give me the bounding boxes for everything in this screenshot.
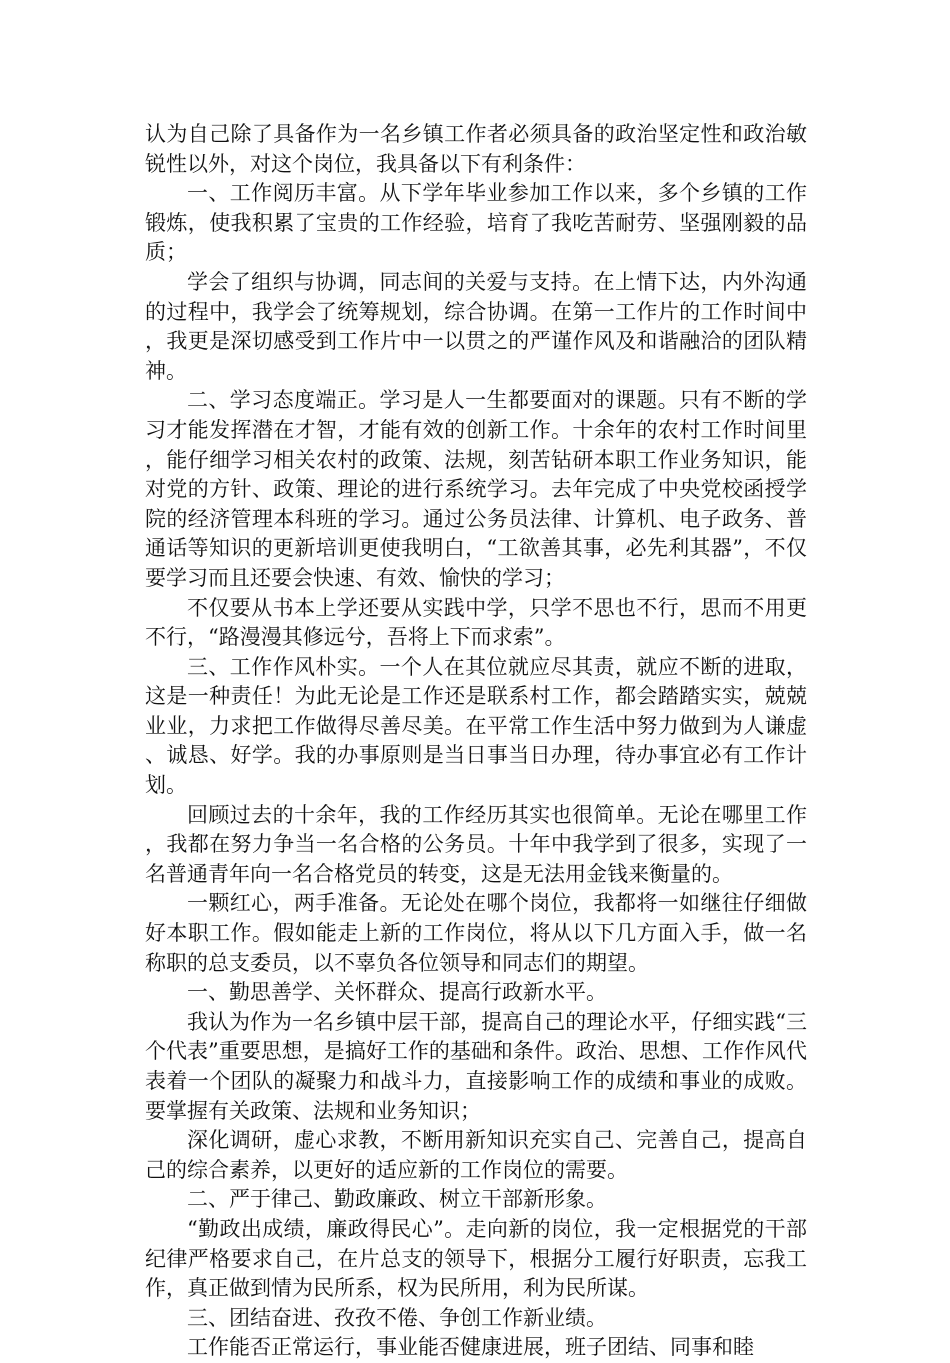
paragraph-8: 一颗红心，两手准备。无论处在哪个岗位，我都将一如继往仔细做好本职工作。假如能走上新的工作岗位，将从以下几方面入手，做一名称职的总支委员，以不辜负各位领导和同志们的期望。 bbox=[145, 891, 807, 975]
paragraph-14: 三、团结奋进、孜孜不倦、争创工作新业绩。 bbox=[187, 1305, 607, 1330]
paragraph-13: “勤政出成绩，廉政得民心”。走向新的岗位，我一定根据党的干部纪律严格要求自己，在片总支的领导下，根据分工履行好职责，忘我工作，真正做到情为民所系，权为民所用，利为民所谋。 bbox=[145, 1216, 807, 1301]
paragraph-1: 认为自己除了具备作为一名乡镇工作者必须具备的政治坚定性和政治敏锐性以外，对这个岗位，我具备以下有利条件： bbox=[145, 122, 807, 176]
paragraph-5: 不仅要从书本上学还要从实践中学，只学不思也不行，思而不用更不行，“路漫漫其修远兮，吾将上下而求索”。 bbox=[145, 595, 807, 650]
document-body bbox=[145, 120, 807, 1363]
paragraph-3: 学会了组织与协调，同志间的关爱与支持。在上情下达，内外沟通的过程中，我学会了统筹规划，综合协调。在第一工作片的工作时间中，我更是深切感受到工作片中一以贯之的严谨作风及和谐融洽的团队精神。 bbox=[145, 269, 807, 383]
paragraph-9: 一、勤思善学、关怀群众、提高行政新水平。 bbox=[187, 980, 607, 1005]
paragraph-15: 工作能否正常运行，事业能否健康进展，班子团结、同事和睦 bbox=[187, 1335, 754, 1360]
paragraph-11: 深化调研，虚心求教，不断用新知识充实自己、完善自己，提高自己的综合素养，以更好的适应新的工作岗位的需要。 bbox=[145, 1128, 807, 1182]
paragraph-2: 一、工作阅历丰富。从下学年毕业参加工作以来，多个乡镇的工作锻炼，使我积累了宝贵的工作经验，培育了我吃苦耐劳、坚强刚毅的品质； bbox=[145, 181, 807, 265]
paragraph-4: 二、学习态度端正。学习是人一生都要面对的课题。只有不断的学习才能发挥潜在才智，才能有效的创新工作。十余年的农村工作时间里，能仔细学习相关农村的政策、法规，刻苦钻研本职工作业务知识，能对党的方针、政策、理论的进行系统学习。去年完成了中央党校函授学院的经济管理本科班的学习。通过公务员法律、计算机、电子政务、普通话等知识的更新培训更使我明白，“工欲善其事，必先利其器”，不仅要学习而且还要会快速、有效、愉快的学习； bbox=[145, 388, 807, 590]
paragraph-7: 回顾过去的十余年，我的工作经历其实也很简单。无论在哪里工作，我都在努力争当一名合格的公务员。十年中我学到了很多，实现了一名普通青年向一名合格党员的转变，这是无法用金钱来衡量的。 bbox=[145, 802, 807, 886]
paragraph-6: 三、工作作风朴实。一个人在其位就应尽其责，就应不断的进取，这是一种责任！为此无论是工作还是联系村工作，都会踏踏实实，兢兢业业，力求把工作做得尽善尽美。在平常工作生活中努力做到为人谦虚、诚恳、好学。我的办事原则是当日事当日办理，待办事宜必有工作计划。 bbox=[145, 654, 807, 798]
paragraph-10: 我认为作为一名乡镇中层干部，提高自己的理论水平，仔细实践“三个代表”重要思想，是搞好工作的基础和条件。政治、思想、工作作风代表着一个团队的凝聚力和战斗力，直接影响工作的成绩和事业的成败。要掌握有关政策、法规和业务知识； bbox=[145, 1009, 807, 1123]
paragraph-12: 二、严于律己、勤政廉政、树立干部新形象。 bbox=[187, 1187, 607, 1212]
